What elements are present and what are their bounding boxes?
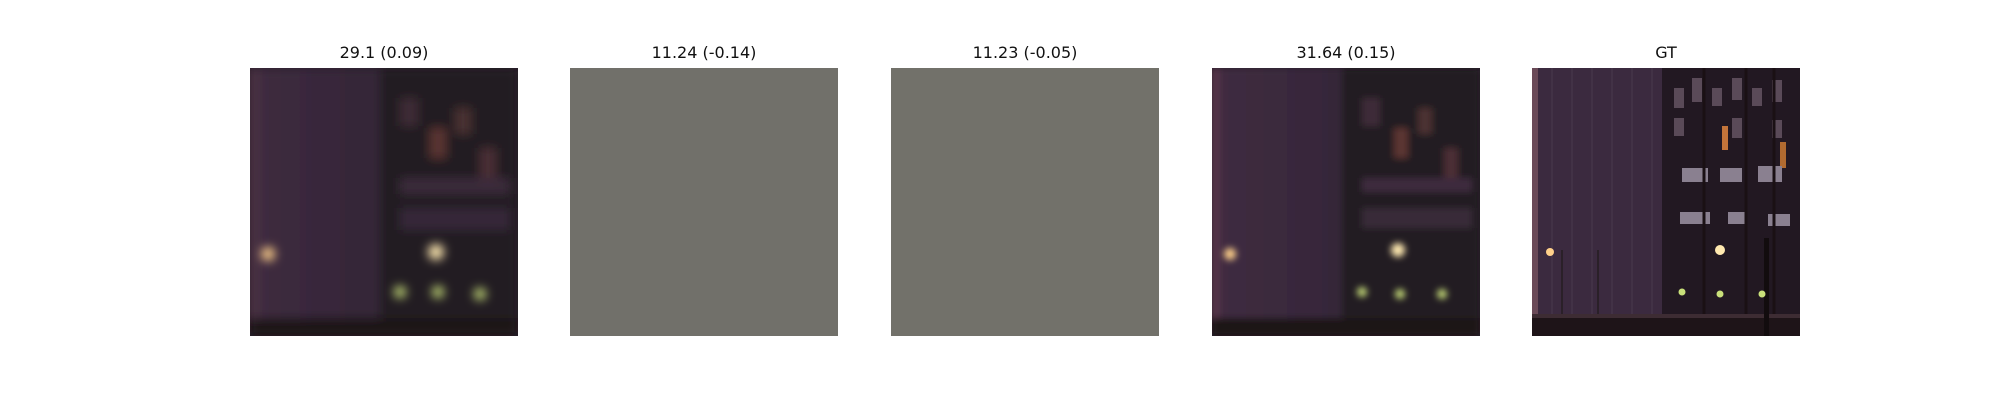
panel-2 <box>570 42 838 336</box>
panel-4-image <box>1212 68 1480 336</box>
panel-2-image <box>570 68 838 336</box>
panel-3-title: 11.23 (-0.05) <box>972 43 1078 62</box>
panel-1-title: 29.1 (0.09) <box>339 43 429 62</box>
panel-1 <box>250 42 518 336</box>
panel-4 <box>1212 42 1480 336</box>
panel-3-image <box>891 68 1159 336</box>
panel-5-title: GT <box>1655 43 1677 62</box>
panel-4-title: 31.64 (0.15) <box>1296 43 1396 62</box>
panel-5 <box>1532 42 1800 336</box>
panel-5-image <box>1532 68 1800 336</box>
panel-3 <box>891 42 1159 336</box>
panel-1-image <box>250 68 518 336</box>
panel-2-title: 11.24 (-0.14) <box>651 43 757 62</box>
